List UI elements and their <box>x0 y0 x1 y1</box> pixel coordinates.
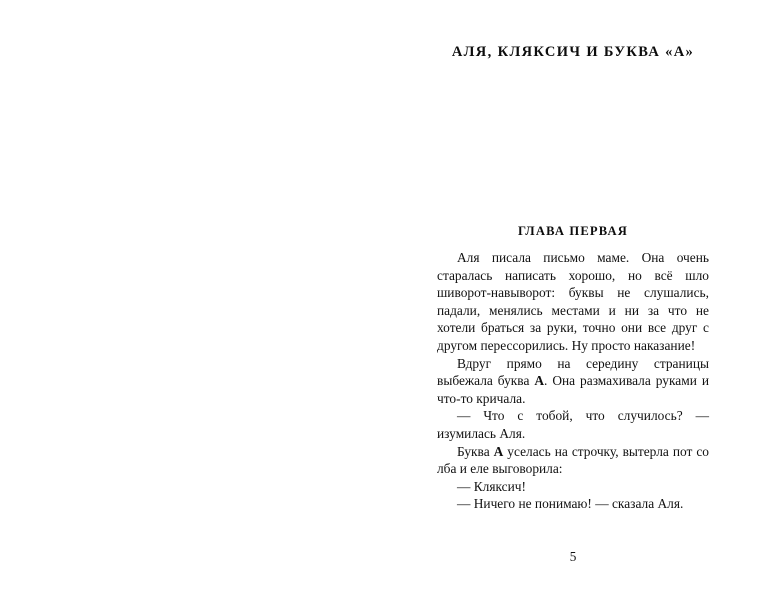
paragraph-3-dialogue: — Что с тобой, что случилось? — изумилась Аля. <box>437 408 709 442</box>
page-number: 5 <box>569 549 577 564</box>
paragraph-4-text-after: уселась на строчку, вытерла пот со лба и еле выговорила: <box>437 443 709 477</box>
paragraph-2 <box>437 355 709 408</box>
paragraph-4 <box>437 443 709 478</box>
paragraph-2-bold-letter: А <box>534 373 545 389</box>
chapter-title: ГЛАВА ПЕРВАЯ <box>518 224 628 238</box>
paragraph-1: Аля писала письмо маме. Она очень старалась написать хорошо, но всё шло шиворот-навыворот: буквы не слушались, падали, менялись местами и ни за что не хотели браться за руки, точно они все друг с другом перессорились. Ну просто наказание! <box>437 250 709 354</box>
text-column <box>437 224 709 513</box>
paragraph-4-bold-letter: А <box>493 443 504 459</box>
paragraph-2-text-after: . Она размахивала руками и что-то кричала. <box>437 373 709 406</box>
paragraph-6-dialogue: — Ничего не понимаю! — сказала Аля. <box>457 496 684 512</box>
paragraph-2-text-before: Вдруг прямо на середину страницы выбежала буква <box>437 355 709 389</box>
running-head-title: АЛЯ, КЛЯКСИЧ И БУКВА «А» <box>451 44 695 60</box>
paragraph-4-text-before: Буква <box>457 443 494 459</box>
paragraph-5-dialogue: — Кляксич! <box>457 478 526 494</box>
